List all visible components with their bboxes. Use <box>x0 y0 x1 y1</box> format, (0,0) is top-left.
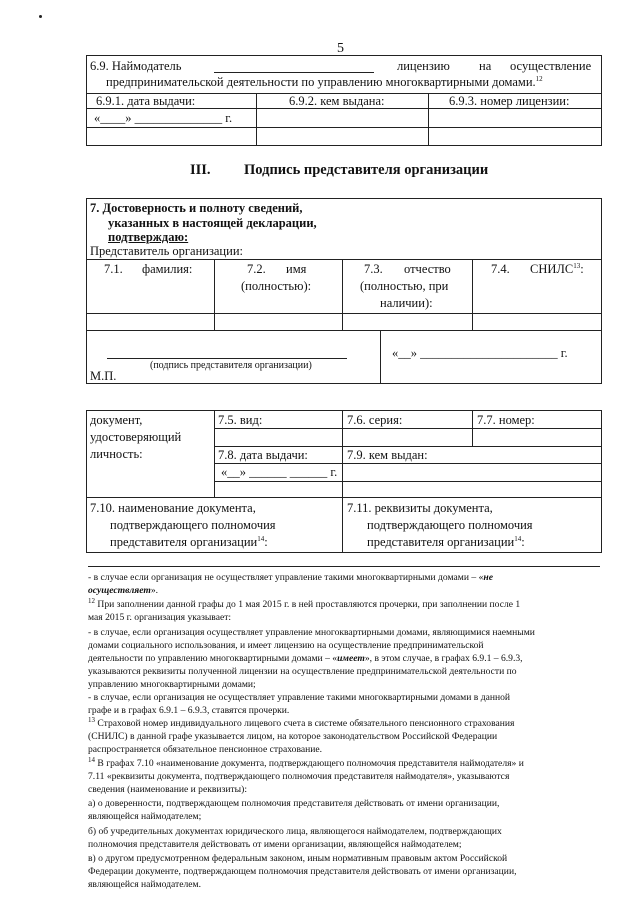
fn-14b: 7.11 «реквизиты документа, подтверждающего полномочия представителя наймодателя», указываются <box>88 771 510 782</box>
fn-q2: графе и в графах 6.9.1 – 6.9.3, ставятся прочерки. <box>88 705 290 716</box>
footnote-separator <box>88 566 600 567</box>
c78-label: 7.8. дата выдачи: <box>218 448 308 462</box>
fn-12b: мая 2015 г. организация указывает: <box>88 612 232 623</box>
section-title: Подпись представителя организации <box>244 162 489 178</box>
s7-line1: 7. Достоверность и полноту сведений, <box>90 201 303 215</box>
section-roman: III. <box>190 162 211 178</box>
c73-sub2: наличии): <box>380 296 433 310</box>
fn-p1: - в случае, если организация осуществляет управление многоквартирными домами, являющимися наемными <box>88 627 535 638</box>
page-number: 5 <box>337 41 344 56</box>
doc-label-2: удостоверяющий <box>90 430 182 444</box>
scan-speck <box>39 15 42 18</box>
fn-12a: $^{12}$ При заполнении данной графы до 1 мая 2015 г. в ней проставляются прочерки, при заполнении после 1 <box>88 596 521 610</box>
c710-line1: 7.10. наименование документа, <box>90 501 256 515</box>
c691-date-fill: «____» ______________ г. <box>94 111 233 125</box>
c73-num: 7.3. <box>364 262 383 276</box>
fn-p4: указываются реквизиты полученной лицензии на осуществление предпринимательской деятельности по <box>88 666 517 677</box>
doc-label-1: документ, <box>90 413 143 427</box>
fn-ra: а) о доверенности, подтверждающем полномочия представителя действовать от имени организации, <box>88 798 500 809</box>
c73-label: отчество <box>404 262 451 276</box>
c711-line3: представителя организации$^{14}$: <box>367 534 525 549</box>
s69-word-right: осуществление <box>510 59 592 73</box>
fn-p3: деятельности по управлению многоквартирными домами – «имеет», в этом случае, в графах 6.9.1 – 6.9.3, <box>88 653 523 664</box>
fn-13b: (СНИЛС) в данной графе указывается лицом, на которое законодательством Российской Федерации <box>88 731 498 742</box>
s7-representative: Представитель организации: <box>90 244 243 258</box>
c72-sub: (полностью): <box>241 279 312 293</box>
fn-a2: осуществляет». <box>88 585 159 596</box>
c71-label: фамилия: <box>142 262 193 276</box>
s69-fill-line <box>214 72 374 73</box>
c79-label: 7.9. кем выдан: <box>347 448 428 462</box>
mp-label: М.П. <box>90 369 117 383</box>
c693-label: 6.9.3. номер лицензии: <box>449 94 570 108</box>
c711-line1: 7.11. реквизиты документа, <box>347 501 493 515</box>
c75-label: 7.5. вид: <box>218 413 263 427</box>
fn-q1: - в случае, если организация не осуществляет управление такими многоквартирными домами в данной <box>88 692 511 703</box>
c76-label: 7.6. серия: <box>347 413 403 427</box>
signature-caption: (подпись представителя организации) <box>150 360 312 371</box>
s69-word-license: лицензию <box>397 59 450 73</box>
fn-rb: являющейся наймодателем; <box>88 811 202 822</box>
c74-label: СНИЛС$^{13}$: <box>530 261 584 276</box>
c71-num: 7.1. <box>104 262 123 276</box>
c691-label: 6.9.1. дата выдачи: <box>96 94 196 108</box>
fn-p2: домами социального использования, и имеет лицензию на осуществление предпринимательской <box>88 640 484 651</box>
s7-line3: подтверждаю: <box>108 230 189 244</box>
fn-rf: Федерации документе, подтверждающем полномочия представителя действовать от имени организации, <box>88 866 517 877</box>
c692-label: 6.9.2. кем выдана: <box>289 94 385 108</box>
c711-line2: подтверждающего полномочия <box>367 518 533 532</box>
doc-label-3: личность: <box>90 447 143 461</box>
c710-line3: представителя организации$^{14}$: <box>110 534 268 549</box>
fn-14a: $^{14}$ В графах 7.10 «наименование документа, подтверждающего полномочия представителя наймодателя» и <box>88 755 524 769</box>
c78-date-fill: «__» ______ ______ г. <box>221 465 338 479</box>
fn-14c: сведения (наименование и реквизиты): <box>88 784 247 795</box>
s7-line2: указанных в настоящей декларации, <box>108 216 317 230</box>
signature-line <box>107 358 347 359</box>
fn-13c: распространяется обязательное пенсионное страхование. <box>88 744 323 755</box>
fn-p5: управлению многоквартирными домами; <box>88 679 256 690</box>
s69-word-na: на <box>479 59 492 73</box>
fn-rg: являющейся наймодателем. <box>88 879 202 890</box>
s69-line2: предпринимательской деятельности по управлению многоквартирными домами.$^{12}$ <box>106 74 543 89</box>
c77-label: 7.7. номер: <box>477 413 535 427</box>
fn-re: в) о другом предусмотренном федеральным законом, иным нормативным правовым актом Российской <box>88 853 508 864</box>
fn-a1: - в случае если организация не осуществляет управление такими многоквартирными домами – «не <box>88 572 493 583</box>
c72-num: 7.2. <box>247 262 266 276</box>
c710-line2: подтверждающего полномочия <box>110 518 276 532</box>
c74-num: 7.4. <box>491 262 510 276</box>
fn-rd: полномочия представителя действовать от имени организации, являющейся наймодателем; <box>88 839 462 850</box>
fn-13a: $^{13}$ Страховой номер индивидуального лицевого счета в системе обязательного пенсионного страхования <box>88 715 515 729</box>
fn-rc: б) об учредительных документах юридического лица, являющегося наймодателем, подтверждающих <box>88 826 502 837</box>
c73-sub1: (полностью, при <box>360 279 449 293</box>
c72-label: имя <box>286 262 307 276</box>
s69-label: 6.9. Наймодатель <box>90 59 182 73</box>
sign-date-fill: «__» ______________________ г. <box>392 346 568 360</box>
